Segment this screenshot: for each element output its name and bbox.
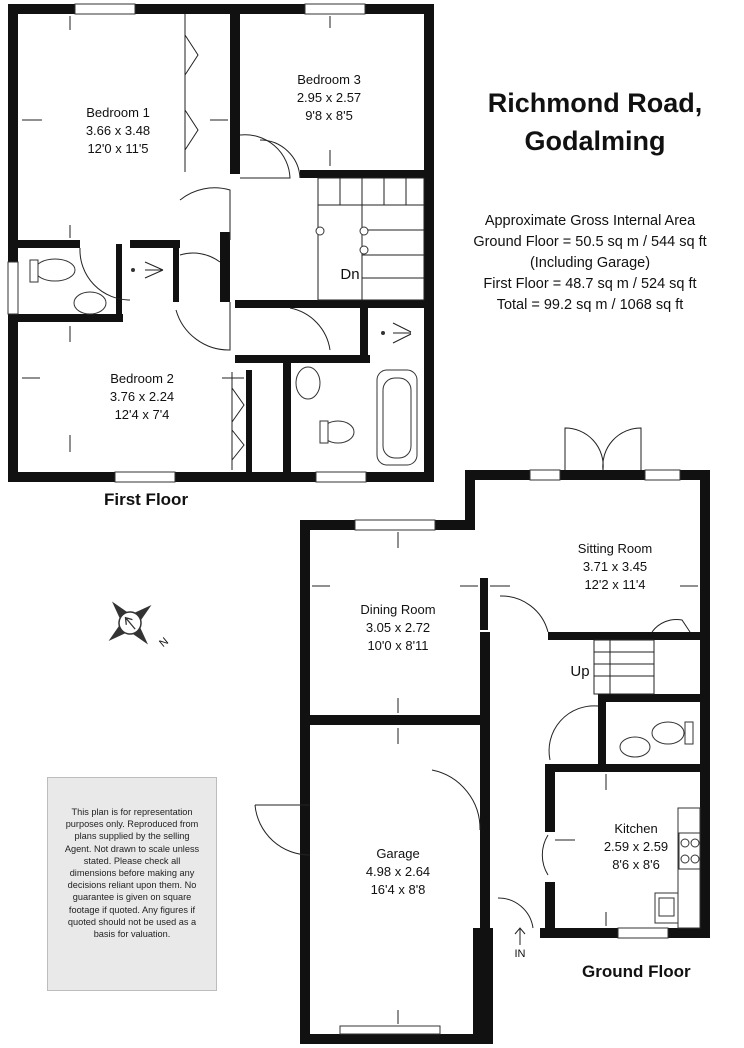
bedroom1-imperial: 12'0 x 11'5 [87,141,149,156]
property-title-line2: Godalming [524,126,666,156]
bedroom2-imperial: 12'4 x 7'4 [114,407,170,422]
garage-door [340,1026,440,1034]
window [530,470,560,480]
first-floor-label: First Floor [104,490,189,509]
window [355,520,435,530]
toilet [35,259,75,281]
garage-name: Garage [376,846,420,861]
window [618,928,668,938]
area-total: Total = 99.2 sq m / 1068 sq ft [496,297,684,313]
kitchen-metric: 2.59 x 2.59 [603,839,669,854]
bedroom3-imperial: 9'8 x 8'5 [305,108,353,123]
bedroom1-name: Bedroom 1 [86,105,150,120]
area-first-floor: First Floor = 48.7 sq m / 524 sq ft [483,276,697,292]
window [75,4,135,14]
bedroom2-metric: 3.76 x 2.24 [109,389,175,404]
window [115,472,175,482]
hob [679,833,700,869]
toilet [652,722,684,744]
kitchen-name: Kitchen [614,821,658,836]
bedroom2-name: Bedroom 2 [110,371,174,386]
area-heading: Approximate Gross Internal Area [484,213,696,229]
ground-floor-stairs [594,640,654,694]
first-floor-plan [8,4,434,482]
window [645,470,680,480]
dining-room-metric: 3.05 x 2.72 [365,620,431,635]
entrance-marker [515,928,526,960]
bedroom3-metric: 2.95 x 2.57 [296,90,362,105]
stairs-down-label: Dn [340,266,360,283]
sitting-room-metric: 3.71 x 3.45 [582,559,648,574]
basin [74,292,106,314]
first-floor-stairs [316,178,424,300]
area-garage-note: (Including Garage) [529,255,651,271]
stairs-up-label: Up [570,663,590,680]
entrance-label: IN [514,948,526,960]
dining-room-name: Dining Room [360,602,436,617]
window [316,472,366,482]
area-ground-floor: Ground Floor = 50.5 sq m / 544 sq ft [473,234,707,250]
window [305,4,365,14]
dining-room-imperial: 10'0 x 8'11 [367,638,429,653]
window [8,262,18,314]
compass-icon [91,584,170,663]
bedroom1-metric: 3.66 x 3.48 [85,123,151,138]
ground-floor-plan [255,428,710,1044]
garage-metric: 4.98 x 2.64 [365,864,431,879]
disclaimer: This plan is for representation purposes only. Reproduced from plans supplied by the selling Agent. Not drawn to scale unless stated. Please check all dimensions before making any decisions reliant upon them. No guarantee is given on square footage if quoted. Any figures if quoted should not be used as a basis for valuation. [47,777,217,991]
basin [620,737,650,757]
bedroom3-name: Bedroom 3 [297,72,361,87]
kitchen-imperial: 8'6 x 8'6 [612,857,660,872]
sitting-room-imperial: 12'2 x 11'4 [584,577,646,592]
sitting-room-name: Sitting Room [577,541,653,556]
garage-imperial: 16'4 x 8'8 [370,882,426,897]
basin [296,367,320,399]
compass-north-label: N [157,635,171,650]
property-title-line1: Richmond Road, [487,88,703,118]
ground-floor-label: Ground Floor [582,962,691,981]
